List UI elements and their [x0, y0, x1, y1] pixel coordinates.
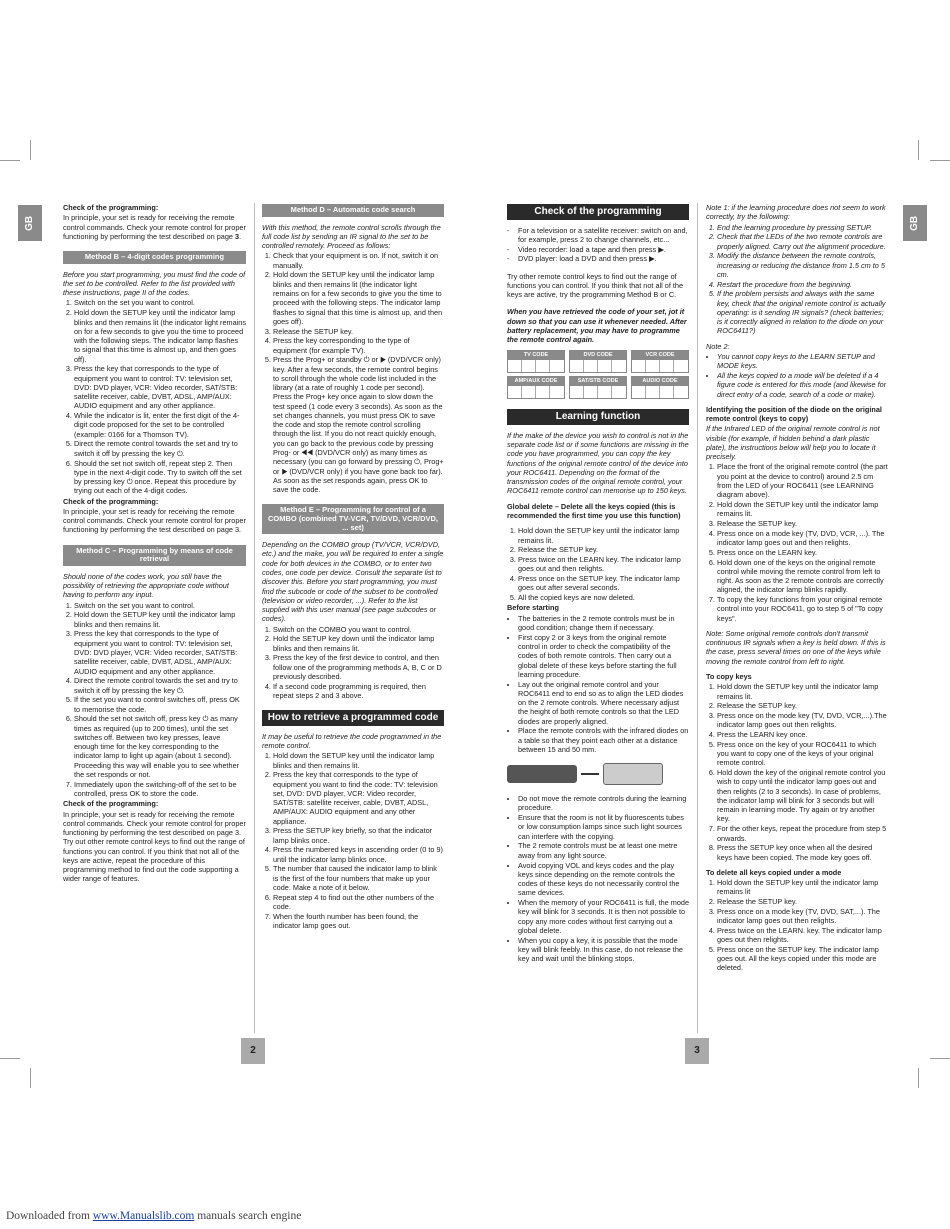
crop-mark	[30, 1068, 31, 1088]
step: 4. Press twice on the LEARN. key. The indicator lamp goes out then relights.	[717, 926, 888, 945]
check-text: Try other remote control keys to find out the range of functions you can control. If you think that not all of the keys are active, try the programming Method B or C.	[507, 271, 684, 300]
ident-intro: If the Infrared LED of the original remote control is not visible (for example, if hidden behind a dark plastic plate), the instructions below will help you to locate it precisely.	[706, 424, 880, 462]
column-divider	[254, 203, 255, 1033]
learning-diagram	[507, 762, 689, 786]
step: 5. If the set you want to control switches off, press OK to memorise the code.	[74, 695, 246, 714]
code-box[interactable]	[507, 350, 565, 373]
code-box-label: SAT/STB CODE	[570, 377, 626, 386]
step: 1. Hold down the SETUP key until the indicator lamp remains lit.	[717, 682, 888, 701]
column-3	[507, 203, 689, 964]
step: 1. Hold down the SETUP key until the indicator lamp remains lit	[717, 878, 888, 897]
step: 3. Modify the distance between the remote controls, increasing or reducing the distance from 1.5 cm to 5 cm.	[717, 251, 888, 279]
step: 5. Press once on the key of your ROC6411 to which you want to copy one of the keys of your original remote control.	[717, 740, 888, 768]
delete-title: To delete all keys copied under a mode	[706, 867, 842, 877]
step: 6. Repeat step 4 to find out the other numbers of the code.	[273, 893, 444, 912]
step: 3. Release the SETUP key.	[717, 519, 888, 528]
check-text: In principle, your set is ready for receiving the remote control commands. Check your remote control for proper functioning by performing the test described on page 3. Try out other remote control keys to find out the range of functions you can control. If you think that not all of the keys are active, repeat the procedure of this programming method to find out the code supporting a wider range of features.	[63, 809, 246, 884]
list-item: - For a television or a satellite receiver: switch on and, for example, press 2 to change channels, etc...	[507, 226, 689, 245]
method-d-intro: With this method, the remote control scrolls through the full code list by sending an IR signal to the set to be controlled remotely. Proceed as follows:	[262, 222, 441, 251]
method-e-intro: Depending on the COMBO group (TV/VCR, VCR/DVD, etc.) and the make, you will be required to enter a single code for both devices in the COMBO, or to enter two codes, one code per device. Consult the separate list to discover this. Before you start programming, you must find the subcode or code of the subset to be controlled (television or video recorder, ...). Refer to the list supplied with this user manual (see page subcodes or codes).	[262, 540, 444, 624]
note1-steps	[706, 223, 888, 336]
page-number-right: 3	[685, 1038, 709, 1064]
column-2	[262, 203, 444, 931]
step: 5. The number that caused the indicator lamp to blink is the first of the four numbers that make up your code. Make a note of it below.	[273, 864, 444, 892]
method-e-header: Method E – Programming for control of a COMBO (combined TV-VCR, TV/DVD, VCR/DVD, ... set)	[262, 504, 444, 534]
crop-mark	[0, 160, 20, 161]
column-1	[63, 203, 246, 885]
list-item: • The 2 remote controls must be at least one metre away from any light source.	[518, 841, 689, 860]
list-item: • All the keys copied to a mode will be deleted if a 4 figure code is entered for this mode (and likewise for direct entry of a code, search of a code or make).	[717, 371, 888, 399]
list-item: • Ensure that the room is not lit by fluorescents tubes or low consumption lamps since such light sources can interfere with the copying.	[518, 813, 689, 841]
global-delete-steps	[507, 526, 689, 602]
step: 6. Should the set not switch off, repeat step 2. Then type in the next 4-digit code. Try to switch off the set by pressing key ⏻ once. Repeat this procedure by trying out each of the 4-digit codes.	[74, 459, 246, 496]
note2-title: Note 2:	[706, 341, 730, 351]
after-items	[507, 794, 689, 963]
step: 6. Hold down the key of the original remote control you wish to copy until the indicator lamp goes out and then relights (2 to 3 seconds). In case of problems, the indicator lamp will blink for 3 seconds but will remain in learning mode. Try again or try another key.	[717, 768, 888, 824]
list-item: • Place the remote controls with the infrared diodes on a table so that they point each other at a distance between 15 and 50 mm.	[518, 726, 689, 754]
step: 4. Press the LEARN key once.	[717, 730, 888, 739]
footer-prefix: Downloaded from	[6, 1210, 93, 1222]
ident-steps	[706, 462, 888, 623]
check-title: Check of the programming:	[63, 496, 159, 506]
step: 4. Press once on the SETUP key. The indicator lamp goes out after several seconds.	[518, 574, 689, 593]
method-d-header: Method D – Automatic code search	[262, 204, 444, 217]
method-c-intro: Should none of the codes work, you still have the possibility of retrieving the appropriate code without having to perform any input.	[63, 571, 229, 600]
crop-mark	[30, 140, 31, 160]
footer-suffix: manuals search engine	[194, 1210, 302, 1222]
step: 6. Should the set not switch off, press key ⏻ as many times as required (up to 200 times), until the set switches off. Between two key presses, leave enough time for the key corresponding to the indicator lamp to light up again (about 1 second). Proceeding this way will enable you to see whether the set responds or not.	[74, 714, 246, 779]
check-title: Check of the programming:	[63, 799, 159, 809]
step: 4. Press once on a mode key (TV, DVD, VCR, ...). The indicator lamp goes out and then relights.	[717, 529, 888, 548]
retrieve-header: How to retrieve a programmed code	[262, 710, 444, 726]
check-programming-header: Check of the programming	[507, 204, 689, 220]
step: 3. Press once on a mode key (TV, DVD, SAT,...). The indicator lamp goes out then relights.	[717, 907, 888, 926]
step: 5. Press once on the SETUP key. The indicator lamp goes out. All the keys copied under this mode are deleted.	[717, 945, 888, 973]
step: 2. Release the SETUP key.	[717, 701, 888, 710]
global-delete-title: Global delete – Delete all the keys copied (this is recommended the first time you use this function)	[507, 501, 681, 521]
ident-note: Note: Some original remote controls don't transmit continuous IR signals when a key is held down. If this is the case, press several times on one of the keys while moving the remote control from left to right.	[706, 628, 886, 666]
crop-mark	[918, 1068, 919, 1088]
step: 4. If a second code programming is required, then repeat steps 2 and 3 above.	[273, 682, 444, 701]
method-c-header: Method C – Programming by means of code retrieval	[63, 545, 246, 566]
step: 1. Place the front of the original remote control (the part you point at the device to control) around 2.5 cm from the LED of your ROC6411 (see LEARNING diagram above).	[717, 462, 888, 499]
step: 3. Press twice on the LEARN key. The indicator lamp goes out and then relights.	[518, 555, 689, 574]
step: 4. Direct the remote control towards the set and try to switch it off by pressing the key ⏻.	[74, 676, 246, 695]
step: 5. Press the Prog+ or standby ⏻ or ▶ (DVD/VCR only) key. After a few seconds, the remote control begins to scroll through the whole code list included in the library (at a rate of roughly 1 code per second). Press the Prog+ key once again to slow down the test speed (1 code every 3 seconds). As soon as the set changes channels, you must press OK to save the code and stop the remote control scrolling through the list. If you do not react quickly enough, you can go back to the previous code by pressing Prog- or ◀◀ (DVD/VCR only) as many times as necessary (you can go forward by pressing ⏻, Prog+ or ▶ (DVD/VCR only) if you have gone back too far). As soon as the set responds again, press OK to save the code.	[273, 355, 444, 494]
code-box-label: VCR CODE	[632, 351, 688, 360]
crop-mark	[918, 140, 919, 160]
code-box[interactable]	[631, 376, 689, 399]
step: 1. End the learning procedure by pressing SETUP.	[717, 223, 888, 232]
language-tab-label: GB	[23, 215, 35, 231]
language-tab-right	[903, 205, 927, 241]
column-4	[706, 203, 888, 974]
step: 5. All the copied keys are now deleted.	[518, 593, 689, 602]
step: 2. Hold down the SETUP key until the indicator lamp blinks and then remains lit (the indicator light remains on for a few seconds to give you the time to proceed with the following steps. The indicator lamp flashes to signal that this time is almost up, and then goes off).	[74, 308, 246, 364]
step: 4. Restart the procedure from the beginning.	[717, 280, 888, 289]
code-note: When you have retrieved the code of your set, jot it down so that you can use it whenever needed. After battery replacement, you may have to programme the remote control again.	[507, 307, 687, 345]
step: 2. Hold down the SETUP key until the indicator lamp blinks and then remains lit.	[74, 610, 246, 629]
step: 2. Release the SETUP key.	[518, 545, 689, 554]
list-item: • When you copy a key, it is possible that the mode key will blink feebly. In this case, do not release the key and wait until the blinking stops.	[518, 936, 689, 964]
column-divider	[697, 203, 698, 1033]
step: 8. Press the SETUP key once when all the desired keys have been copied. The mode key goes off.	[717, 843, 888, 862]
footer-link[interactable]: www.Manualslib.com	[92, 1210, 195, 1222]
footer	[6, 1209, 301, 1224]
step: 3. Press the key of the first device to control, and then follow one of the programming methods A, B, C or D previously described.	[273, 653, 444, 681]
crop-mark	[0, 1058, 20, 1059]
code-box[interactable]	[569, 376, 627, 399]
code-grid	[507, 350, 689, 399]
code-box-label: AUDIO CODE	[632, 377, 688, 386]
step: 5. Press once on the LEARN key.	[717, 548, 888, 557]
retrieve-steps	[262, 751, 444, 930]
step: 1. Switch on the COMBO you want to control.	[273, 625, 444, 634]
step: 3. Release the SETUP key.	[273, 327, 444, 336]
check-items	[507, 226, 689, 264]
step: 3. Press the key that corresponds to the type of equipment you want to control: TV: television set, DVD: DVD player, VCR: Video recorder, SAT/STB: satellite receiver, cable, DVBT, ADSL, AMP/AUX: AUDIO equipment and any other appliance.	[74, 629, 246, 675]
delete-steps	[706, 878, 888, 973]
step: 1. Switch on the set you want to control.	[74, 298, 246, 307]
original-remote-icon	[603, 763, 663, 785]
ident-title: Identifying the position of the diode on the original remote control (keys to copy)	[706, 404, 882, 424]
step: 4. While the indicator is lit, enter the first digit of the 4-digit code proposed for the set to be controlled (example: 0166 for a Thomson TV).	[74, 411, 246, 439]
step: 2. Check that the LEDs of the two remote controls are properly aligned. Carry out the alignment procedure.	[717, 232, 888, 251]
step: 2. Press the key that corresponds to the type of equipment you want to find the code: TV: television set, DVD: DVD player, VCR: Video recorder, SAT/STB: satellite receiver, cable, DVBT, ADSL, AMP/AUX: AUDIO equipment and any other appliance.	[273, 770, 444, 826]
list-item: • Avoid copying VOL and keys codes and the play keys since depending on the remote controls the codes of these keys do not necessarily control the same devices.	[518, 861, 689, 898]
crop-mark	[930, 1058, 950, 1059]
step: 7. To copy the key functions from your original remote control into your ROC6411, go to step 5 of "To copy keys".	[717, 595, 888, 623]
list-item: • Do not move the remote controls during the learning procedure.	[518, 794, 689, 813]
code-box[interactable]	[569, 350, 627, 373]
remote-control-icon	[507, 765, 577, 783]
code-box-label: AMP/AUX CODE	[508, 377, 564, 386]
step: 1. Check that your equipment is on. If not, switch it on manually.	[273, 251, 444, 270]
check-title: Check of the programming:	[63, 203, 159, 212]
check-text: In principle, your set is ready for receiving the remote control commands. Check your remote control for proper functioning by performing the test described on page 3.	[63, 213, 246, 241]
note1-intro: Note 1: if the learning procedure does not seem to work correctly, try the following:	[706, 203, 886, 222]
step: 3. Press the SETUP key briefly, so that the indicator lamp blinks once.	[273, 826, 444, 845]
method-e-steps	[262, 625, 444, 701]
step: 5. If the problem persists and always with the same key, check that the original remote control is actually operating: is it sending IR signals? (check batteries; is it correctly aligned in relation to the diode on your ROC6411?)	[717, 289, 888, 335]
check-text: In principle, your set is ready for receiving the remote control commands. Check your remote control for proper functioning by performing the test described on page 3.	[63, 506, 246, 535]
arrow-icon	[581, 773, 599, 775]
step: 4. Press the key corresponding to the type of equipment (for example TV).	[273, 336, 444, 355]
learning-header: Learning function	[507, 409, 689, 425]
list-item: • First copy 2 or 3 keys from the original remote control in order to check the compatibility of the codes of both remote controls. Then carry out a global delete of these keys before starting the full learning procedure.	[518, 633, 689, 679]
method-d-steps	[262, 251, 444, 494]
step: 2. Hold down the SETUP key until the indicator lamp remains lit.	[717, 500, 888, 519]
crop-mark	[930, 160, 950, 161]
page-number-left: 2	[241, 1038, 265, 1064]
method-b-steps	[63, 298, 246, 495]
step: 7. When the fourth number has been found, the indicator lamp goes out.	[273, 912, 444, 931]
learning-intro: If the make of the device you wish to control is not in the separate code list or if some functions are missing in the code you have programmed, you can copy the key functions of the original remote control of the device into your ROC6411. Depending on the format of the transmission codes of the original remote control, your ROC6411 remote control can memorise up to 150 keys.	[507, 430, 689, 496]
before-title: Before starting	[507, 603, 559, 613]
list-item: • You cannot copy keys to the LEARN SETUP and MODE keys.	[717, 352, 888, 371]
step: 3. Press the key that corresponds to the type of equipment you want to control: TV: television set, DVD: DVD player, VCR: Video recorder, SAT/STB: satellite receiver, cable, DVBT, ADSL, AMP/AUX: AUDIO equipment and any other appliance.	[74, 364, 246, 410]
step: 5. Direct the remote control towards the set and try to switch it off by pressing the key ⏻.	[74, 439, 246, 458]
step: 2. Hold the SETUP key down until the indicator lamp blinks and then remains lit.	[273, 634, 444, 653]
list-item: - Video recorder: load a tape and then press ▶.	[507, 245, 689, 254]
retrieve-intro: It may be useful to retrieve the code programmed in the remote control.	[262, 731, 442, 750]
language-tab-label: GB	[908, 215, 920, 231]
step: 4. Press the numbered keys in ascending order (0 to 9) until the indicator lamp blinks once.	[273, 845, 444, 864]
code-box[interactable]	[507, 376, 565, 399]
step: 2. Release the SETUP key.	[717, 897, 888, 906]
step: 3. Press once on the mode key (TV, DVD, VCR,...).The indicator lamp goes out then relights.	[717, 711, 888, 730]
note2-items	[706, 352, 888, 399]
list-item: - DVD player: load a DVD and then press ▶.	[507, 254, 689, 263]
method-c-steps	[63, 601, 246, 799]
code-box[interactable]	[631, 350, 689, 373]
method-b-intro: Before you start programming, you must find the code of the set to be controlled. Refer to the list provided with these instructions, page II of the codes.	[63, 269, 246, 298]
copy-title: To copy keys	[706, 671, 752, 681]
copy-steps	[706, 682, 888, 862]
before-items	[507, 614, 689, 754]
step: 7. Immediately upon the switching-off of the set to be controlled, press OK to store the code.	[74, 780, 246, 799]
code-box-label: TV CODE	[508, 351, 564, 360]
step: 2. Hold down the SETUP key until the indicator lamp blinks and then remains lit (the indicator light remains on for a few seconds to give you the time to proceed with the following steps. The indicator lamp flashes to signal that this time is almost up, and then goes off).	[273, 270, 444, 326]
list-item: • The batteries in the 2 remote controls must be in good condition; change them if necessary.	[518, 614, 689, 633]
code-box-label: DVD CODE	[570, 351, 626, 360]
step: 1. Switch on the set you want to control.	[74, 601, 246, 610]
list-item: • When the memory of your ROC6411 is full, the mode key will blink for 3 seconds. It is then not possible to copy any more codes without first carrying out a global delete.	[518, 898, 689, 935]
step: 6. Hold down one of the keys on the original remote control while moving the remote control from left to right. As soon as the 2 remote controls are correctly aligned, the indicator lamp blinks rapidly.	[717, 558, 888, 595]
language-tab-left	[18, 205, 42, 241]
list-item: • Lay out the original remote control and your ROC6411 end to end so as to align the LED diodes on the 2 remote controls. Where necessary adjust the height of both remote controls so that the LED diodes are properly aligned.	[518, 680, 689, 726]
step: 1. Hold down the SETUP key until the indicator lamp blinks and then remains lit.	[273, 751, 444, 770]
step: 7. For the other keys, repeat the procedure from step 5 onwards.	[717, 824, 888, 843]
method-b-header: Method B – 4-digit codes programming	[63, 251, 246, 264]
step: 1. Hold down the SETUP key until the indicator lamp remains lit.	[518, 526, 689, 545]
